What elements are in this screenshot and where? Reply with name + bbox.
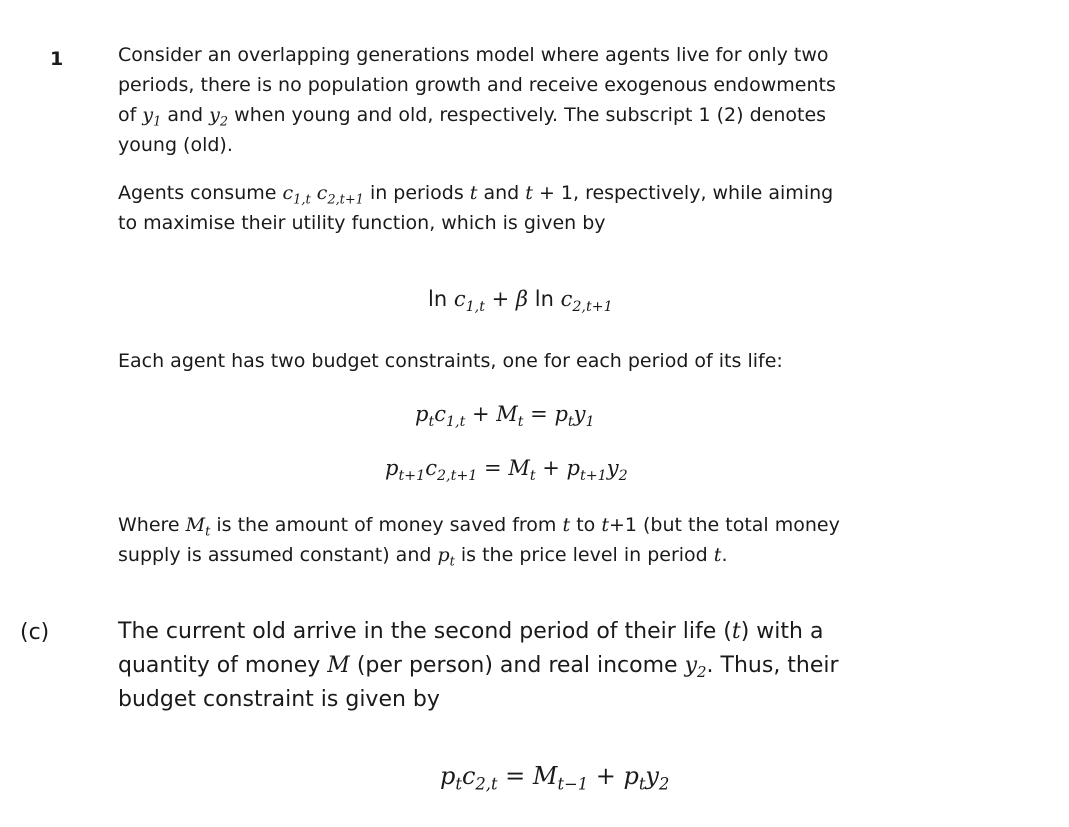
budget-equation-1: $p_tc_{1,t} + M_t = p_ty_1$	[415, 402, 595, 430]
part-c-label: (c)	[20, 620, 50, 645]
old-budget-equation: $p_tc_{2,t} = M_{t-1} + p_ty_2$	[440, 762, 670, 794]
intro-line-4: young (old).	[118, 134, 233, 156]
intro-paragraph	[118, 40, 938, 160]
part-c-line-1: The current old arrive in the second period of their life (t) with a	[118, 619, 824, 644]
budget-intro: Each agent has two budget constraints, one for each period of its life:	[118, 350, 783, 372]
consume-paragraph	[118, 178, 938, 238]
budget-equation-2: $p_{t+1}c_{2,t+1} = M_t + p_{t+1}y_2$	[385, 456, 628, 484]
where-line-2: supply is assumed constant) and $p_t$ is the price level in period t.	[118, 544, 728, 570]
consume-line-1: Agents consume $c_{1,t}$ $c_{2,t+1}$ in periods t and t + 1, respectively, while aiming	[118, 182, 834, 208]
intro-line-1: Consider an overlapping generations model where agents live for only two	[118, 44, 829, 66]
part-c-line-2: quantity of money M (per person) and real income $y_2$. Thus, their	[118, 653, 839, 682]
math-c1t: $c_{1,t}$	[282, 182, 311, 208]
intro-line-3: of $y_1$ and $y_2$ when young and old, respectively. The subscript 1 (2) denotes	[118, 104, 827, 130]
math-y1: $y_1$	[142, 104, 162, 130]
math-y2: $y_2$	[209, 104, 229, 130]
consume-line-2: to maximise their utility function, which is given by	[118, 212, 606, 234]
part-c-paragraph	[118, 615, 1048, 717]
utility-equation: $\ln c_{1,t} + \beta$ $\ln c_{2,t+1}$	[428, 287, 613, 315]
math-c2t1: $c_{2,t+1}$	[316, 182, 364, 208]
intro-line-2: periods, there is no population growth and receive exogenous endowments	[118, 74, 836, 96]
where-line-1: Where $M_t$ is the amount of money saved from t to t+1 (but the total money	[118, 514, 840, 540]
question-number: 1	[50, 48, 64, 70]
part-c-line-3: budget constraint is given by	[118, 687, 440, 712]
where-paragraph	[118, 510, 938, 570]
